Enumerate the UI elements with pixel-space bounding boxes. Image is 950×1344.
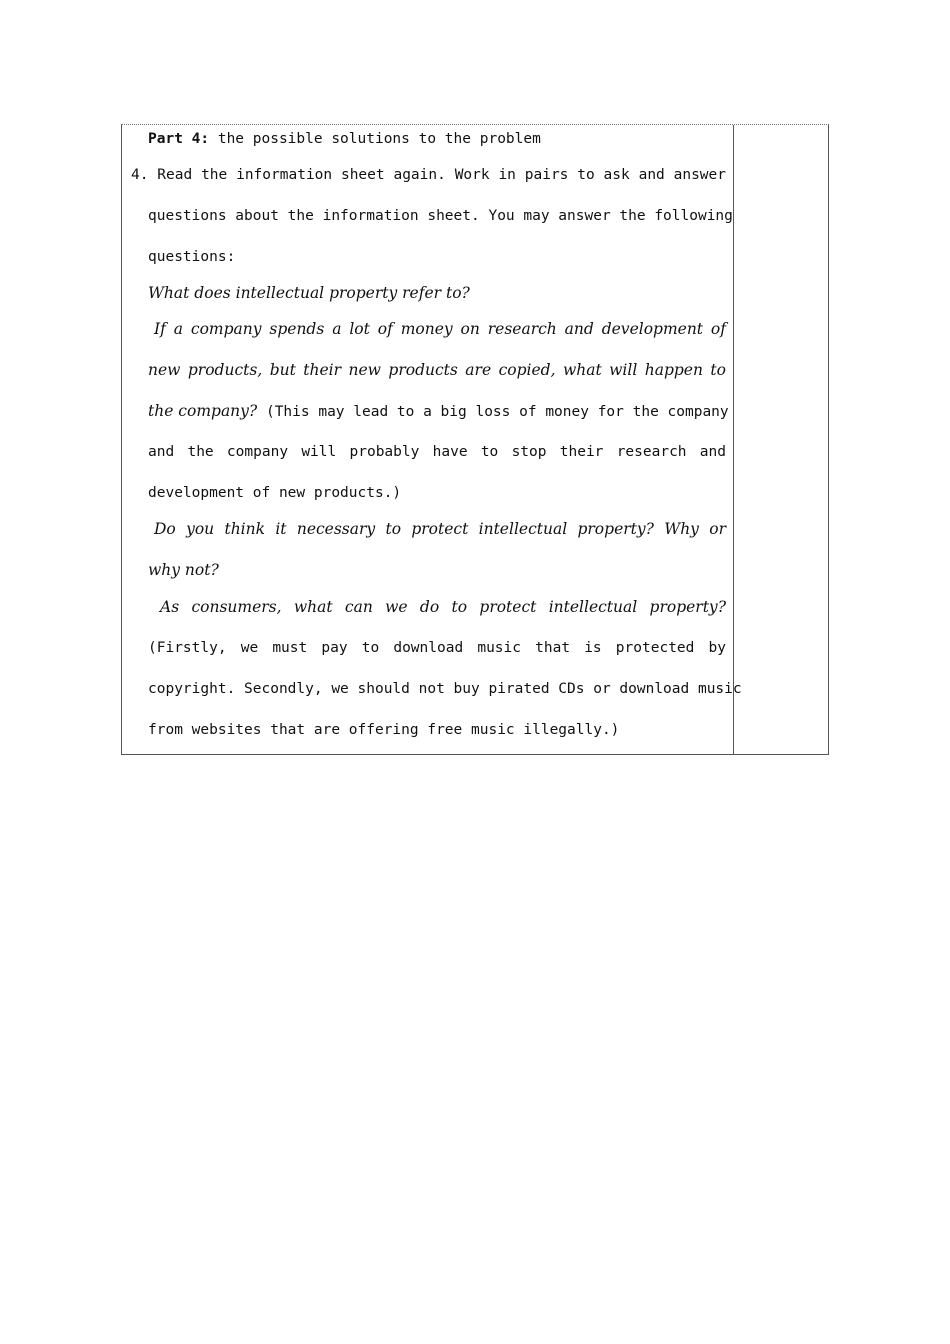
question-2-line-2: new products, but their new products are copied, what will happen to [148,361,726,379]
answer-2-start: (This may lead to a big loss of money for the company [257,404,729,420]
instruction-line-2: questions about the information sheet. You may answer the following [148,208,733,224]
question-1: What does intellectual property refer to? [148,284,470,302]
question-2-line-1: If a company spends a lot of money on research and development of [154,320,726,338]
question-2-end: the company? [148,402,258,420]
notes-cell [734,125,828,754]
instruction-line-1: 4. Read the information sheet again. Work in pairs to ask and answer [131,167,726,183]
content-cell [122,125,742,754]
instruction-line-3: questions: [148,249,236,265]
question-2-line-3 [148,401,729,422]
answer-4-line-1: (Firstly, we must pay to download music that is protected by [148,640,726,656]
question-3-line-1: Do you think it necessary to protect intellectual property? Why or [154,520,726,538]
answer-2-line-3: development of new products.) [148,485,402,501]
part-label: Part 4: [148,131,210,147]
answer-4-line-3: from websites that are offering free music illegally.) [148,722,620,738]
lesson-table [121,124,829,755]
question-4: As consumers, what can we do to protect intellectual property? [160,598,726,616]
answer-2-line-2: and the company will probably have to stop their research and [148,444,726,460]
part-title: the possible solutions to the problem [209,131,541,147]
part-heading [148,129,726,149]
question-3-line-2: why not? [148,561,219,579]
answer-4-line-2: copyright. Secondly, we should not buy pirated CDs or download music [148,681,742,697]
